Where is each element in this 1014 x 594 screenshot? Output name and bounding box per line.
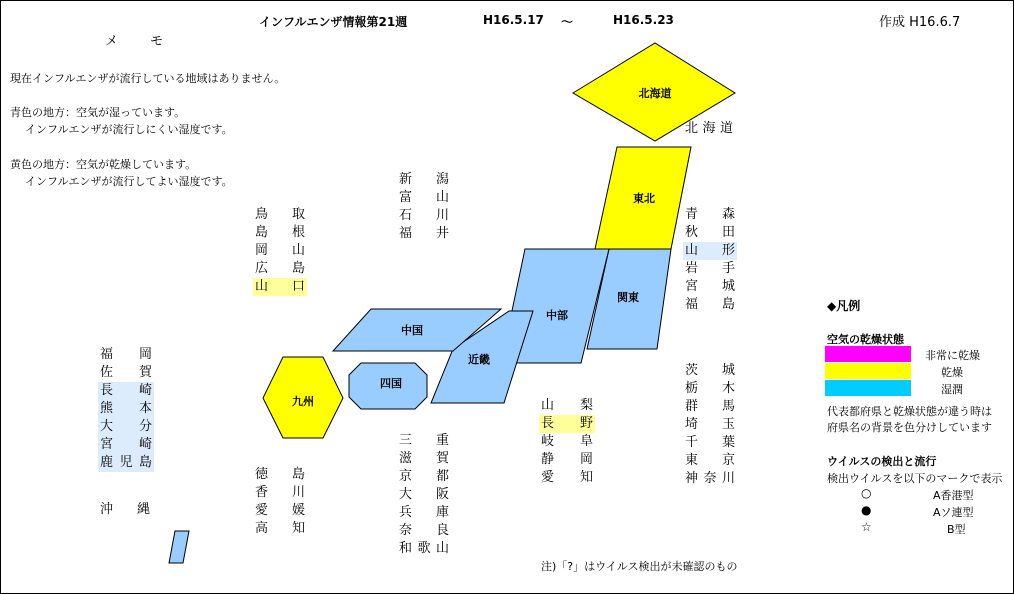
prefecture-char: 新 xyxy=(399,172,413,187)
prefecture-char: 根 xyxy=(291,225,305,240)
virus-symbol-a-soviet: ● xyxy=(861,503,872,517)
region-label-chugoku: 中国 xyxy=(401,324,423,337)
prefecture-row xyxy=(683,278,737,296)
prefecture-char: 青 xyxy=(685,207,699,222)
prefecture-char: 海 xyxy=(702,121,716,136)
prefecture-char: 神 xyxy=(685,471,699,486)
legend-swatch-dry xyxy=(825,363,911,379)
prefecture-row xyxy=(683,362,737,380)
prefecture-row xyxy=(253,466,307,484)
prefecture-char: 群 xyxy=(685,399,699,414)
prefecture-char: 縄 xyxy=(136,502,150,517)
legend-virus-title: ウイルスの検出と流行 xyxy=(827,455,937,468)
prefecture-char: 宮 xyxy=(100,437,114,452)
prefecture-row xyxy=(98,364,154,382)
prefecture-row xyxy=(253,224,307,242)
prefecture-char: 徳 xyxy=(255,467,269,482)
prefecture-char: 熊 xyxy=(100,401,114,416)
prefecture-char: 島 xyxy=(138,455,152,470)
prefecture-char: 歌 xyxy=(417,541,431,556)
pref-list-okinawa xyxy=(98,501,152,519)
prefecture-char: 道 xyxy=(719,121,733,136)
prefecture-char: 島 xyxy=(291,467,305,482)
prefecture-char: 分 xyxy=(138,419,152,434)
prefecture-char: 賀 xyxy=(435,451,449,466)
pref-list-kinki xyxy=(397,432,451,558)
prefecture-row xyxy=(253,520,307,538)
range-tilde: ～ xyxy=(561,15,574,29)
prefecture-char: 兵 xyxy=(399,505,413,520)
prefecture-char: 井 xyxy=(435,226,449,241)
prefecture-char: 岐 xyxy=(541,434,555,449)
prefecture-char: 岩 xyxy=(685,261,699,276)
prefecture-char: 玉 xyxy=(721,417,735,432)
virus-label-a-soviet: Aソ連型 xyxy=(933,506,974,519)
prefecture-char: 都 xyxy=(435,469,449,484)
prefecture-row xyxy=(98,436,154,454)
prefecture-char: 山 xyxy=(541,398,555,413)
prefecture-char: 児 xyxy=(119,455,133,470)
prefecture-char: 岡 xyxy=(138,347,152,362)
prefecture-row xyxy=(683,380,737,398)
region-label-kinki: 近畿 xyxy=(468,353,490,366)
prefecture-row xyxy=(397,432,451,450)
legend-swatch-very-dry xyxy=(825,346,911,362)
pref-list-kanto xyxy=(683,362,737,488)
region-okinawa[interactable] xyxy=(169,531,189,563)
prefecture-char: 島 xyxy=(255,225,269,240)
prefecture-char: 福 xyxy=(685,297,699,312)
prefecture-char: 取 xyxy=(291,207,305,222)
pref-list-chugoku xyxy=(253,206,307,296)
prefecture-char: 香 xyxy=(255,485,269,500)
prefecture-char: 東 xyxy=(685,453,699,468)
prefecture-char: 岡 xyxy=(255,243,269,258)
prefecture-char: 川 xyxy=(721,471,735,486)
prefecture-char: 川 xyxy=(291,485,305,500)
prefecture-row xyxy=(98,418,154,436)
prefecture-row xyxy=(253,242,307,260)
prefecture-char: 茨 xyxy=(685,363,699,378)
prefecture-char: 庫 xyxy=(435,505,449,520)
legend-title: ◆凡例 xyxy=(827,299,861,313)
prefecture-char: 京 xyxy=(721,453,735,468)
prefecture-row xyxy=(683,224,737,242)
memo-line-current: 現在インフルエンザが流行している地域はありません。 xyxy=(10,72,286,85)
footnote: 注)「?」はウイルス検出が未確認のもの xyxy=(541,560,738,573)
prefecture-char: 岡 xyxy=(579,452,593,467)
prefecture-char: 愛 xyxy=(255,503,269,518)
prefecture-char: 奈 xyxy=(399,523,413,538)
prefecture-char: 賀 xyxy=(138,365,152,380)
legend-label-dry: 乾燥 xyxy=(941,366,963,379)
prefecture-char: 長 xyxy=(100,383,114,398)
prefecture-char: 城 xyxy=(721,363,735,378)
prefecture-row xyxy=(98,346,154,364)
prefecture-row xyxy=(98,501,152,519)
prefecture-row xyxy=(683,398,737,416)
prefecture-char: 知 xyxy=(291,521,305,536)
prefecture-row xyxy=(397,486,451,504)
pref-list-hokuriku xyxy=(397,171,451,243)
prefecture-char: 良 xyxy=(435,523,449,538)
prefecture-char: 秋 xyxy=(685,225,699,240)
prefecture-row xyxy=(539,397,595,415)
prefecture-char: 川 xyxy=(435,208,449,223)
prefecture-char: 手 xyxy=(721,261,735,276)
prefecture-row xyxy=(397,522,451,540)
pref-list-shikoku xyxy=(253,466,307,538)
prefecture-row xyxy=(397,189,451,207)
region-label-shikoku: 四国 xyxy=(380,377,402,390)
prefecture-char: 山 xyxy=(291,243,305,258)
prefecture-char: 京 xyxy=(399,469,413,484)
prefecture-char: 崎 xyxy=(138,383,152,398)
prefecture-row xyxy=(397,540,451,558)
memo-line-blue: 青色の地方：空気が湿っています。 xyxy=(10,106,186,119)
prefecture-char: 媛 xyxy=(291,503,305,518)
pref-list-tohoku xyxy=(683,206,737,314)
region-label-kanto: 関東 xyxy=(617,291,639,304)
pref-list-hokkaido xyxy=(683,120,735,138)
prefecture-char: 佐 xyxy=(100,365,114,380)
prefecture-char: 山 xyxy=(435,190,449,205)
memo-line-yellow-detail: インフルエンザが流行してよい湿度です。 xyxy=(25,175,233,188)
range-end: H16.5.23 xyxy=(613,13,674,27)
prefecture-char: 三 xyxy=(399,433,413,448)
region-label-hokkaido: 北海道 xyxy=(638,87,672,100)
prefecture-char: 北 xyxy=(685,121,699,136)
prefecture-char: 葉 xyxy=(721,435,735,450)
prefecture-char: 木 xyxy=(721,381,735,396)
prefecture-char: 野 xyxy=(579,416,593,431)
prefecture-char: 本 xyxy=(138,401,152,416)
prefecture-row xyxy=(539,451,595,469)
memo-line-blue-detail: インフルエンザが流行しにくい湿度です。 xyxy=(25,123,233,136)
region-label-kyushu: 九州 xyxy=(292,395,314,408)
created-date: 作成 H16.6.7 xyxy=(879,15,961,30)
prefecture-row xyxy=(683,296,737,314)
legend-air-title: 空気の乾燥状態 xyxy=(827,333,904,346)
legend-note-line2: 府県名の背景を色分けしています xyxy=(827,421,992,434)
prefecture-row xyxy=(397,225,451,243)
prefecture-row xyxy=(539,469,595,487)
pref-list-kyushu xyxy=(98,346,154,472)
prefecture-char: 滋 xyxy=(399,451,413,466)
prefecture-row xyxy=(397,207,451,225)
prefecture-row xyxy=(683,242,737,260)
prefecture-char: 鳥 xyxy=(255,207,269,222)
virus-symbol-a-hongkong: ○ xyxy=(861,486,872,500)
prefecture-char: 島 xyxy=(721,297,735,312)
prefecture-char: 奈 xyxy=(703,471,717,486)
prefecture-row xyxy=(683,416,737,434)
prefecture-char: 馬 xyxy=(721,399,735,414)
prefecture-row xyxy=(539,433,595,451)
prefecture-char: 福 xyxy=(100,347,114,362)
virus-label-a-hongkong: A香港型 xyxy=(933,489,974,502)
range-start: H16.5.17 xyxy=(483,13,544,27)
prefecture-char: 和 xyxy=(399,541,413,556)
pref-list-chubu xyxy=(539,397,595,487)
prefecture-char: 埼 xyxy=(685,417,699,432)
prefecture-char: 阪 xyxy=(435,487,449,502)
prefecture-char: 重 xyxy=(435,433,449,448)
prefecture-char: 森 xyxy=(721,207,735,222)
prefecture-char: 口 xyxy=(291,279,305,294)
prefecture-char: 愛 xyxy=(541,470,555,485)
legend-note-line1: 代表都府県と乾燥状態が違う時は xyxy=(827,405,992,418)
prefecture-row xyxy=(683,206,737,224)
report-title: インフルエンザ情報第21週 xyxy=(259,15,408,29)
prefecture-char: 高 xyxy=(255,521,269,536)
prefecture-char: 阜 xyxy=(579,434,593,449)
region-label-tohoku: 東北 xyxy=(633,192,655,205)
region-label-chubu: 中部 xyxy=(546,309,568,322)
prefecture-row xyxy=(683,120,735,138)
prefecture-row xyxy=(98,454,154,472)
legend-label-very-dry: 非常に乾燥 xyxy=(925,349,980,362)
prefecture-char: 沖 xyxy=(100,502,114,517)
prefecture-char: 山 xyxy=(255,279,269,294)
prefecture-char: 知 xyxy=(579,470,593,485)
prefecture-row xyxy=(683,452,737,470)
prefecture-row xyxy=(683,260,737,278)
prefecture-char: 宮 xyxy=(685,279,699,294)
prefecture-row xyxy=(253,502,307,520)
prefecture-char: 崎 xyxy=(138,437,152,452)
legend-virus-subtitle: 検出ウイルスを以下のマークで表示 xyxy=(827,472,1003,485)
prefecture-char: 鹿 xyxy=(100,455,114,470)
prefecture-row xyxy=(98,400,154,418)
memo-line-yellow: 黄色の地方：空気が乾燥しています。 xyxy=(10,158,197,171)
prefecture-row xyxy=(683,470,737,488)
prefecture-char: 福 xyxy=(399,226,413,241)
prefecture-char: 潟 xyxy=(435,172,449,187)
prefecture-row xyxy=(397,171,451,189)
legend-label-humid: 湿潤 xyxy=(941,383,963,396)
prefecture-char: 石 xyxy=(399,208,413,223)
prefecture-char: 静 xyxy=(541,452,555,467)
prefecture-char: 長 xyxy=(541,416,555,431)
prefecture-char: 栃 xyxy=(685,381,699,396)
prefecture-row xyxy=(98,382,154,400)
prefecture-char: 城 xyxy=(721,279,735,294)
prefecture-char: 千 xyxy=(685,435,699,450)
prefecture-row xyxy=(253,484,307,502)
prefecture-row xyxy=(539,415,595,433)
prefecture-char: 富 xyxy=(399,190,413,205)
prefecture-char: 山 xyxy=(685,243,699,258)
prefecture-row xyxy=(397,468,451,486)
prefecture-row xyxy=(397,450,451,468)
prefecture-row xyxy=(683,434,737,452)
virus-label-b: B型 xyxy=(947,523,966,536)
prefecture-char: 山 xyxy=(435,541,449,556)
prefecture-char: 大 xyxy=(100,419,114,434)
prefecture-char: 大 xyxy=(399,487,413,502)
prefecture-char: 形 xyxy=(721,243,735,258)
virus-symbol-b: ☆ xyxy=(861,520,872,534)
prefecture-row xyxy=(253,206,307,224)
prefecture-row xyxy=(397,504,451,522)
prefecture-char: 広 xyxy=(255,261,269,276)
prefecture-row xyxy=(253,278,307,296)
prefecture-char: 田 xyxy=(721,225,735,240)
memo-heading: メ モ xyxy=(105,34,178,49)
prefecture-char: 島 xyxy=(291,261,305,276)
prefecture-row xyxy=(253,260,307,278)
prefecture-char: 梨 xyxy=(579,398,593,413)
legend-swatch-humid xyxy=(825,380,911,396)
